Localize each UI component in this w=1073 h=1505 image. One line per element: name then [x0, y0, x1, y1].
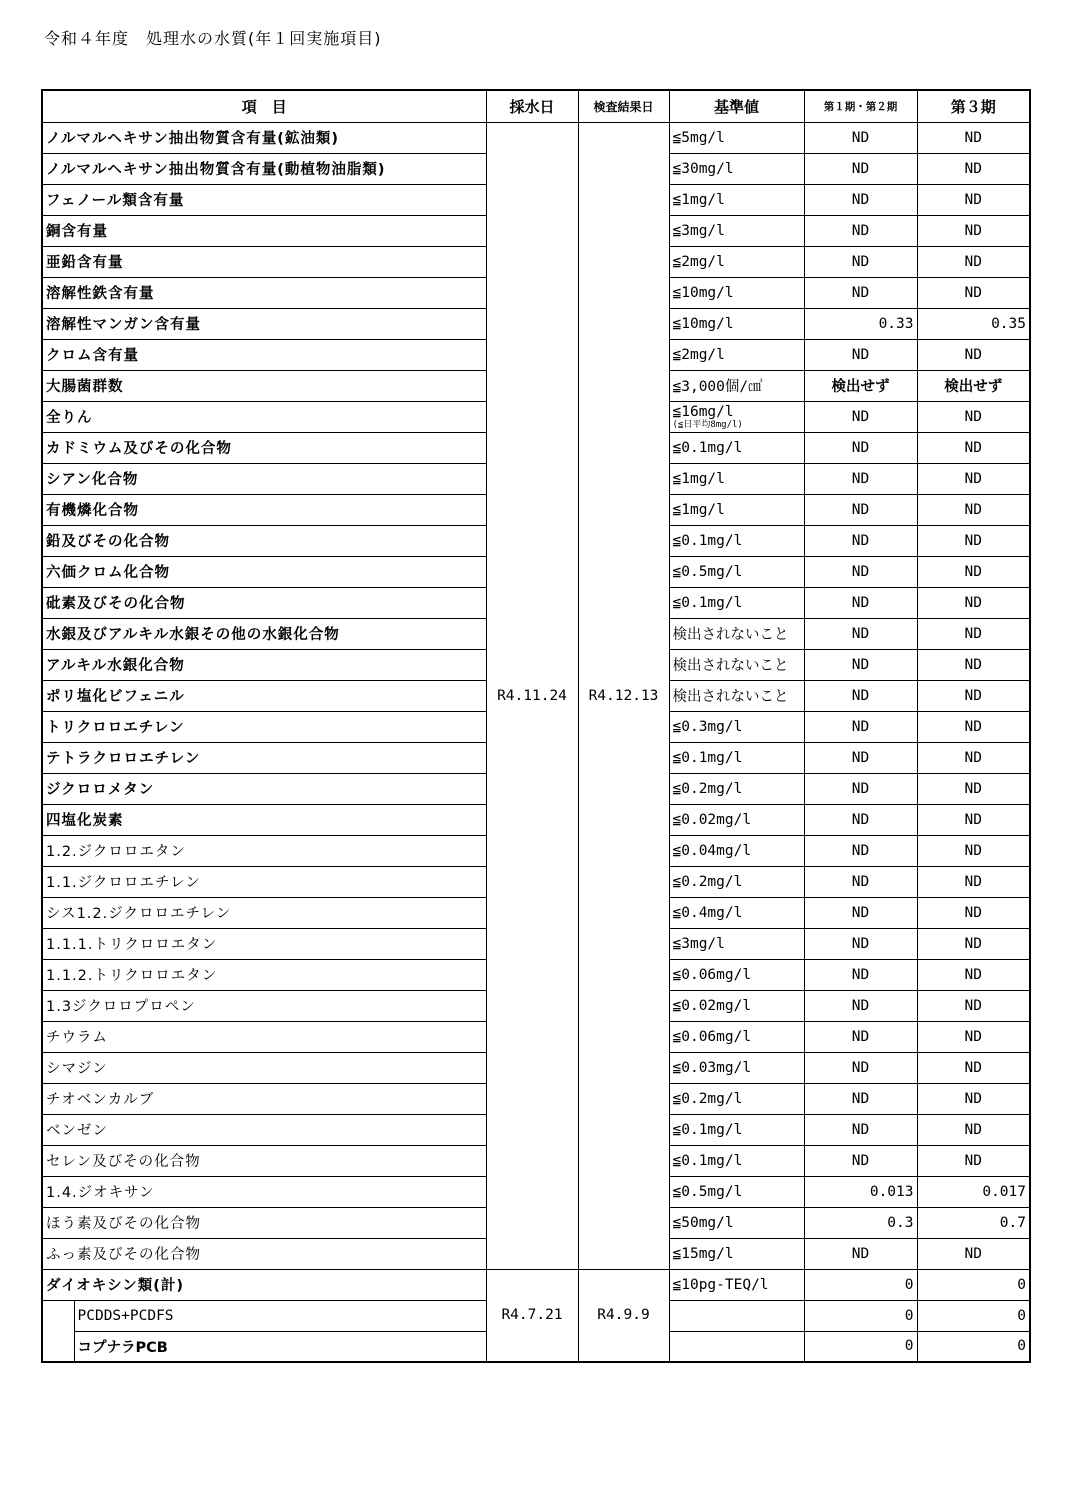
sub-item-name: コプナラPCB	[74, 1331, 486, 1362]
sub-item-name: PCDDS+PCDFS	[74, 1300, 486, 1331]
item-name: 溶解性マンガン含有量	[42, 308, 486, 339]
standard-value: ≦15mg/l	[669, 1238, 804, 1269]
result-period-1-2: 0	[804, 1331, 917, 1362]
result-period-3: ND	[917, 773, 1030, 804]
standard-value: ≦10mg/l	[669, 277, 804, 308]
result-period-1-2: 0	[804, 1269, 917, 1300]
result-period-1-2: 0.33	[804, 308, 917, 339]
result-period-1-2: ND	[804, 928, 917, 959]
result-period-1-2: ND	[804, 649, 917, 680]
item-name: ベンゼン	[42, 1114, 486, 1145]
result-period-3: ND	[917, 711, 1030, 742]
item-name: フェノール類含有量	[42, 184, 486, 215]
result-period-1-2: ND	[804, 122, 917, 153]
item-name: ノルマルヘキサン抽出物質含有量(鉱油類)	[42, 122, 486, 153]
result-date: R4.12.13	[578, 122, 669, 1269]
result-period-1-2: ND	[804, 432, 917, 463]
standard-value: ≦0.1mg/l	[669, 1145, 804, 1176]
result-period-3: ND	[917, 122, 1030, 153]
result-period-3: ND	[917, 866, 1030, 897]
item-name: 水銀及びアルキル水銀その他の水銀化合物	[42, 618, 486, 649]
dioxin-row	[42, 1269, 1030, 1300]
result-period-1-2: ND	[804, 525, 917, 556]
result-period-1-2: ND	[804, 277, 917, 308]
standard-value: ≦0.06mg/l	[669, 959, 804, 990]
standard-value: ≦0.1mg/l	[669, 587, 804, 618]
standard-value: 検出されないこと	[669, 618, 804, 649]
result-period-3: ND	[917, 1238, 1030, 1269]
standard-value: ≦10pg-TEQ/l	[669, 1269, 804, 1300]
indent-cell	[42, 1300, 74, 1362]
result-period-1-2: ND	[804, 773, 917, 804]
result-period-1-2: ND	[804, 742, 917, 773]
result-period-1-2: ND	[804, 835, 917, 866]
result-period-1-2: ND	[804, 804, 917, 835]
result-period-1-2: ND	[804, 866, 917, 897]
result-period-1-2: ND	[804, 680, 917, 711]
header-standard: 基準値	[669, 90, 804, 122]
item-name: ほう素及びその化合物	[42, 1207, 486, 1238]
result-period-1-2: ND	[804, 339, 917, 370]
item-name: シマジン	[42, 1052, 486, 1083]
result-period-3: 0	[917, 1300, 1030, 1331]
header-result-date: 検査結果日	[578, 90, 669, 122]
result-period-3: ND	[917, 1083, 1030, 1114]
result-period-1-2: ND	[804, 153, 917, 184]
result-period-1-2: ND	[804, 494, 917, 525]
result-period-1-2: ND	[804, 990, 917, 1021]
result-period-3: 0	[917, 1331, 1030, 1362]
standard-value: ≦3mg/l	[669, 928, 804, 959]
item-name: 1.1.2.トリクロロエタン	[42, 959, 486, 990]
item-name: 全りん	[42, 401, 486, 432]
standard-note: (≦日平均8mg/l)	[672, 419, 743, 430]
item-name: カドミウム及びその化合物	[42, 432, 486, 463]
result-period-3: ND	[917, 184, 1030, 215]
standard-value	[669, 401, 804, 432]
standard-value: ≦0.1mg/l	[669, 1114, 804, 1145]
water-quality-table	[41, 89, 1031, 1363]
result-period-3: ND	[917, 587, 1030, 618]
item-name: 四塩化炭素	[42, 804, 486, 835]
item-name: ポリ塩化ビフェニル	[42, 680, 486, 711]
item-name: アルキル水銀化合物	[42, 649, 486, 680]
result-period-3: ND	[917, 494, 1030, 525]
standard-value: ≦0.1mg/l	[669, 432, 804, 463]
item-name: 銅含有量	[42, 215, 486, 246]
result-period-3: ND	[917, 215, 1030, 246]
standard-value	[669, 1300, 804, 1331]
header-item: 項 目	[42, 90, 486, 122]
result-period-1-2: ND	[804, 711, 917, 742]
standard-value: ≦1mg/l	[669, 184, 804, 215]
result-period-1-2: ND	[804, 556, 917, 587]
result-period-1-2: ND	[804, 1114, 917, 1145]
standard-value: ≦0.1mg/l	[669, 742, 804, 773]
result-period-3: ND	[917, 277, 1030, 308]
result-period-3: 0.7	[917, 1207, 1030, 1238]
standard-value: ≦0.5mg/l	[669, 1176, 804, 1207]
dioxin-table-body	[42, 1269, 1030, 1362]
result-period-1-2: ND	[804, 1052, 917, 1083]
main-table-body	[42, 122, 1030, 1269]
result-period-1-2: ND	[804, 959, 917, 990]
result-period-1-2: ND	[804, 1083, 917, 1114]
item-name: 六価クロム化合物	[42, 556, 486, 587]
item-name: 1.1.1.トリクロロエタン	[42, 928, 486, 959]
result-period-1-2: ND	[804, 215, 917, 246]
result-period-3: ND	[917, 990, 1030, 1021]
result-period-1-2: ND	[804, 184, 917, 215]
result-period-3: ND	[917, 959, 1030, 990]
result-period-1-2: ND	[804, 463, 917, 494]
standard-value: ≦2mg/l	[669, 246, 804, 277]
header-period-3: 第３期	[917, 90, 1030, 122]
result-period-1-2: ND	[804, 246, 917, 277]
result-period-1-2: ND	[804, 897, 917, 928]
item-name: チオベンカルブ	[42, 1083, 486, 1114]
standard-value: ≦1mg/l	[669, 463, 804, 494]
item-name: 1.2.ジクロロエタン	[42, 835, 486, 866]
item-name: シス1.2.ジクロロエチレン	[42, 897, 486, 928]
standard-value: ≦0.06mg/l	[669, 1021, 804, 1052]
item-name: ノルマルヘキサン抽出物質含有量(動植物油脂類)	[42, 153, 486, 184]
standard-value: ≦50mg/l	[669, 1207, 804, 1238]
item-name: ダイオキシン類(計)	[42, 1269, 486, 1300]
dioxin-result-date: R4.9.9	[578, 1269, 669, 1362]
result-period-1-2: ND	[804, 1021, 917, 1052]
result-period-3: ND	[917, 246, 1030, 277]
result-period-3: 検出せず	[917, 370, 1030, 401]
standard-value: ≦10mg/l	[669, 308, 804, 339]
result-period-3: ND	[917, 432, 1030, 463]
result-period-1-2: 0.013	[804, 1176, 917, 1207]
result-period-1-2: ND	[804, 618, 917, 649]
item-name: トリクロロエチレン	[42, 711, 486, 742]
standard-value: ≦1mg/l	[669, 494, 804, 525]
standard-value: 検出されないこと	[669, 649, 804, 680]
table-row	[42, 122, 1030, 153]
standard-value: ≦0.4mg/l	[669, 897, 804, 928]
result-period-3: ND	[917, 618, 1030, 649]
header-period-1-2: 第１期・第２期	[804, 90, 917, 122]
result-period-3: ND	[917, 153, 1030, 184]
standard-value	[669, 1331, 804, 1362]
item-name: テトラクロロエチレン	[42, 742, 486, 773]
item-name: ふっ素及びその化合物	[42, 1238, 486, 1269]
result-period-3: 0.35	[917, 308, 1030, 339]
result-period-3: ND	[917, 1052, 1030, 1083]
standard-main: ≦16mg/l	[672, 403, 734, 420]
result-period-1-2: 検出せず	[804, 370, 917, 401]
result-period-1-2: ND	[804, 587, 917, 618]
item-name: 1.3ジクロロプロペン	[42, 990, 486, 1021]
result-period-3: ND	[917, 742, 1030, 773]
standard-value: ≦0.2mg/l	[669, 866, 804, 897]
sampling-date: R4.11.24	[486, 122, 578, 1269]
result-period-3: ND	[917, 556, 1030, 587]
item-name: セレン及びその化合物	[42, 1145, 486, 1176]
item-name: 有機燐化合物	[42, 494, 486, 525]
result-period-1-2: ND	[804, 1238, 917, 1269]
table-header-row	[42, 90, 1030, 122]
item-name: 大腸菌群数	[42, 370, 486, 401]
standard-value: ≦5mg/l	[669, 122, 804, 153]
item-name: シアン化合物	[42, 463, 486, 494]
standard-value: ≦0.04mg/l	[669, 835, 804, 866]
result-period-1-2: 0	[804, 1300, 917, 1331]
item-name: 砒素及びその化合物	[42, 587, 486, 618]
result-period-3: ND	[917, 1021, 1030, 1052]
standard-value: ≦0.1mg/l	[669, 525, 804, 556]
item-name: 鉛及びその化合物	[42, 525, 486, 556]
result-period-3: ND	[917, 928, 1030, 959]
result-period-3: ND	[917, 1145, 1030, 1176]
standard-value: ≦0.5mg/l	[669, 556, 804, 587]
standard-value: ≦0.02mg/l	[669, 990, 804, 1021]
standard-value: ≦0.2mg/l	[669, 773, 804, 804]
standard-value: ≦30mg/l	[669, 153, 804, 184]
item-name: 1.4.ジオキサン	[42, 1176, 486, 1207]
item-name: ジクロロメタン	[42, 773, 486, 804]
standard-value: ≦3mg/l	[669, 215, 804, 246]
header-sampling-date: 採水日	[486, 90, 578, 122]
result-period-3: ND	[917, 463, 1030, 494]
result-period-3: ND	[917, 804, 1030, 835]
item-name: 1.1.ジクロロエチレン	[42, 866, 486, 897]
standard-value: ≦0.02mg/l	[669, 804, 804, 835]
result-period-3: ND	[917, 525, 1030, 556]
result-period-3: ND	[917, 401, 1030, 432]
result-period-3: ND	[917, 649, 1030, 680]
result-period-1-2: ND	[804, 1145, 917, 1176]
item-name: 溶解性鉄含有量	[42, 277, 486, 308]
standard-value: ≦0.03mg/l	[669, 1052, 804, 1083]
result-period-3: ND	[917, 1114, 1030, 1145]
standard-value: ≦0.3mg/l	[669, 711, 804, 742]
standard-value: 検出されないこと	[669, 680, 804, 711]
result-period-1-2: 0.3	[804, 1207, 917, 1238]
item-name: チウラム	[42, 1021, 486, 1052]
result-period-3: 0.017	[917, 1176, 1030, 1207]
standard-value: ≦0.2mg/l	[669, 1083, 804, 1114]
standard-value: ≦2mg/l	[669, 339, 804, 370]
page-title: 令和４年度 処理水の水質(年１回実施項目)	[44, 29, 382, 48]
dioxin-sampling-date: R4.7.21	[486, 1269, 578, 1362]
result-period-3: ND	[917, 339, 1030, 370]
result-period-3: ND	[917, 680, 1030, 711]
item-name: 亜鉛含有量	[42, 246, 486, 277]
result-period-1-2: ND	[804, 401, 917, 432]
result-period-3: ND	[917, 897, 1030, 928]
item-name: クロム含有量	[42, 339, 486, 370]
standard-value: ≦3,000個/㎤	[669, 370, 804, 401]
result-period-3: ND	[917, 835, 1030, 866]
result-period-3: 0	[917, 1269, 1030, 1300]
